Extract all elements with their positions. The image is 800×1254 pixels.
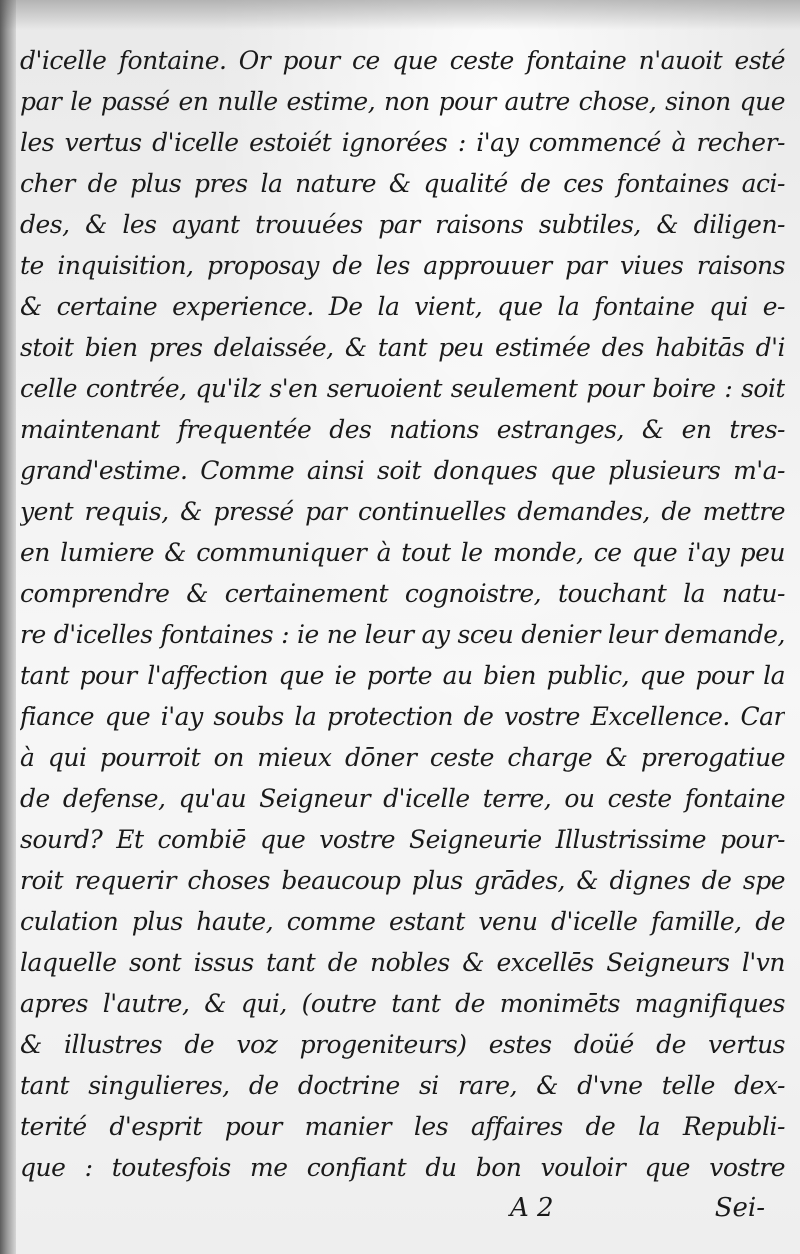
- text-line: stoit bien pres delaissée, & tant peu estimée des habitās d'i: [20, 333, 785, 362]
- text-line: & certaine experience. De la vient, que la fontaine qui e-: [20, 292, 785, 321]
- text-line: que : toutesfois me confiant du bon vouloir que vostre: [20, 1153, 785, 1182]
- text-line: grand'estime. Comme ainsi soit donques que plusieurs m'a-: [20, 456, 785, 485]
- text-line: & illustres de voz progeniteurs) estes doüé de vertus: [20, 1030, 785, 1059]
- page-top-shadow: [0, 0, 800, 30]
- text-line: te inquisition, proposay de les approuuer par viues raisons: [20, 251, 785, 280]
- text-line: terité d'esprit pour manier les affaires de la Republi-: [20, 1112, 785, 1141]
- catchword: Sei-: [714, 1193, 765, 1223]
- text-line: comprendre & certainement cognoistre, touchant la natu-: [20, 579, 785, 608]
- text-line: tant singulieres, de doctrine si rare, & d'vne telle dex-: [20, 1071, 785, 1100]
- text-line: yent requis, & pressé par continuelles demandes, de mettre: [20, 497, 785, 526]
- text-line: des, & les ayant trouuées par raisons subtiles, & diligen-: [20, 210, 785, 239]
- text-line: maintenant frequentée des nations estranges, & en tres-: [20, 415, 785, 444]
- text-line: cher de plus pres la nature & qualité de ces fontaines aci-: [20, 169, 785, 198]
- text-line: laquelle sont issus tant de nobles & excellēs Seigneurs l'vn: [20, 948, 785, 977]
- text-line: de defense, qu'au Seigneur d'icelle terre, ou ceste fontaine: [20, 784, 785, 813]
- text-line: re d'icelles fontaines : ie ne leur ay sceu denier leur demande,: [20, 620, 785, 649]
- body-text: [20, 40, 785, 1188]
- text-line: les vertus d'icelle estoiét ignorées : i'ay commencé à recher-: [20, 128, 785, 157]
- text-line: sourd? Et combiē que vostre Seigneurie Illustrissime pour-: [20, 825, 785, 854]
- text-line: celle contrée, qu'ilz s'en seruoient seulement pour boire : soit: [20, 374, 785, 403]
- page-gutter-shadow: [0, 0, 16, 1254]
- text-line: tant pour l'affection que ie porte au bien public, que pour la: [20, 661, 785, 690]
- text-line: en lumiere & communiquer à tout le monde, ce que i'ay peu: [20, 538, 785, 567]
- text-line: d'icelle fontaine. Or pour ce que ceste fontaine n'auoit esté: [20, 46, 785, 75]
- text-line: roit requerir choses beaucoup plus grādes, & dignes de spe: [20, 866, 785, 895]
- page-footer: [20, 1186, 785, 1230]
- signature-mark: A 2: [510, 1193, 554, 1223]
- text-line: fiance que i'ay soubs la protection de vostre Excellence. Car: [20, 702, 785, 731]
- text-line: culation plus haute, comme estant venu d'icelle famille, de: [20, 907, 785, 936]
- text-line: par le passé en nulle estime, non pour autre chose, sinon que: [20, 87, 785, 116]
- text-line: apres l'autre, & qui, (outre tant de monimēts magnifiques: [20, 989, 785, 1018]
- text-line: à qui pourroit on mieux dōner ceste charge & prerogatiue: [20, 743, 785, 772]
